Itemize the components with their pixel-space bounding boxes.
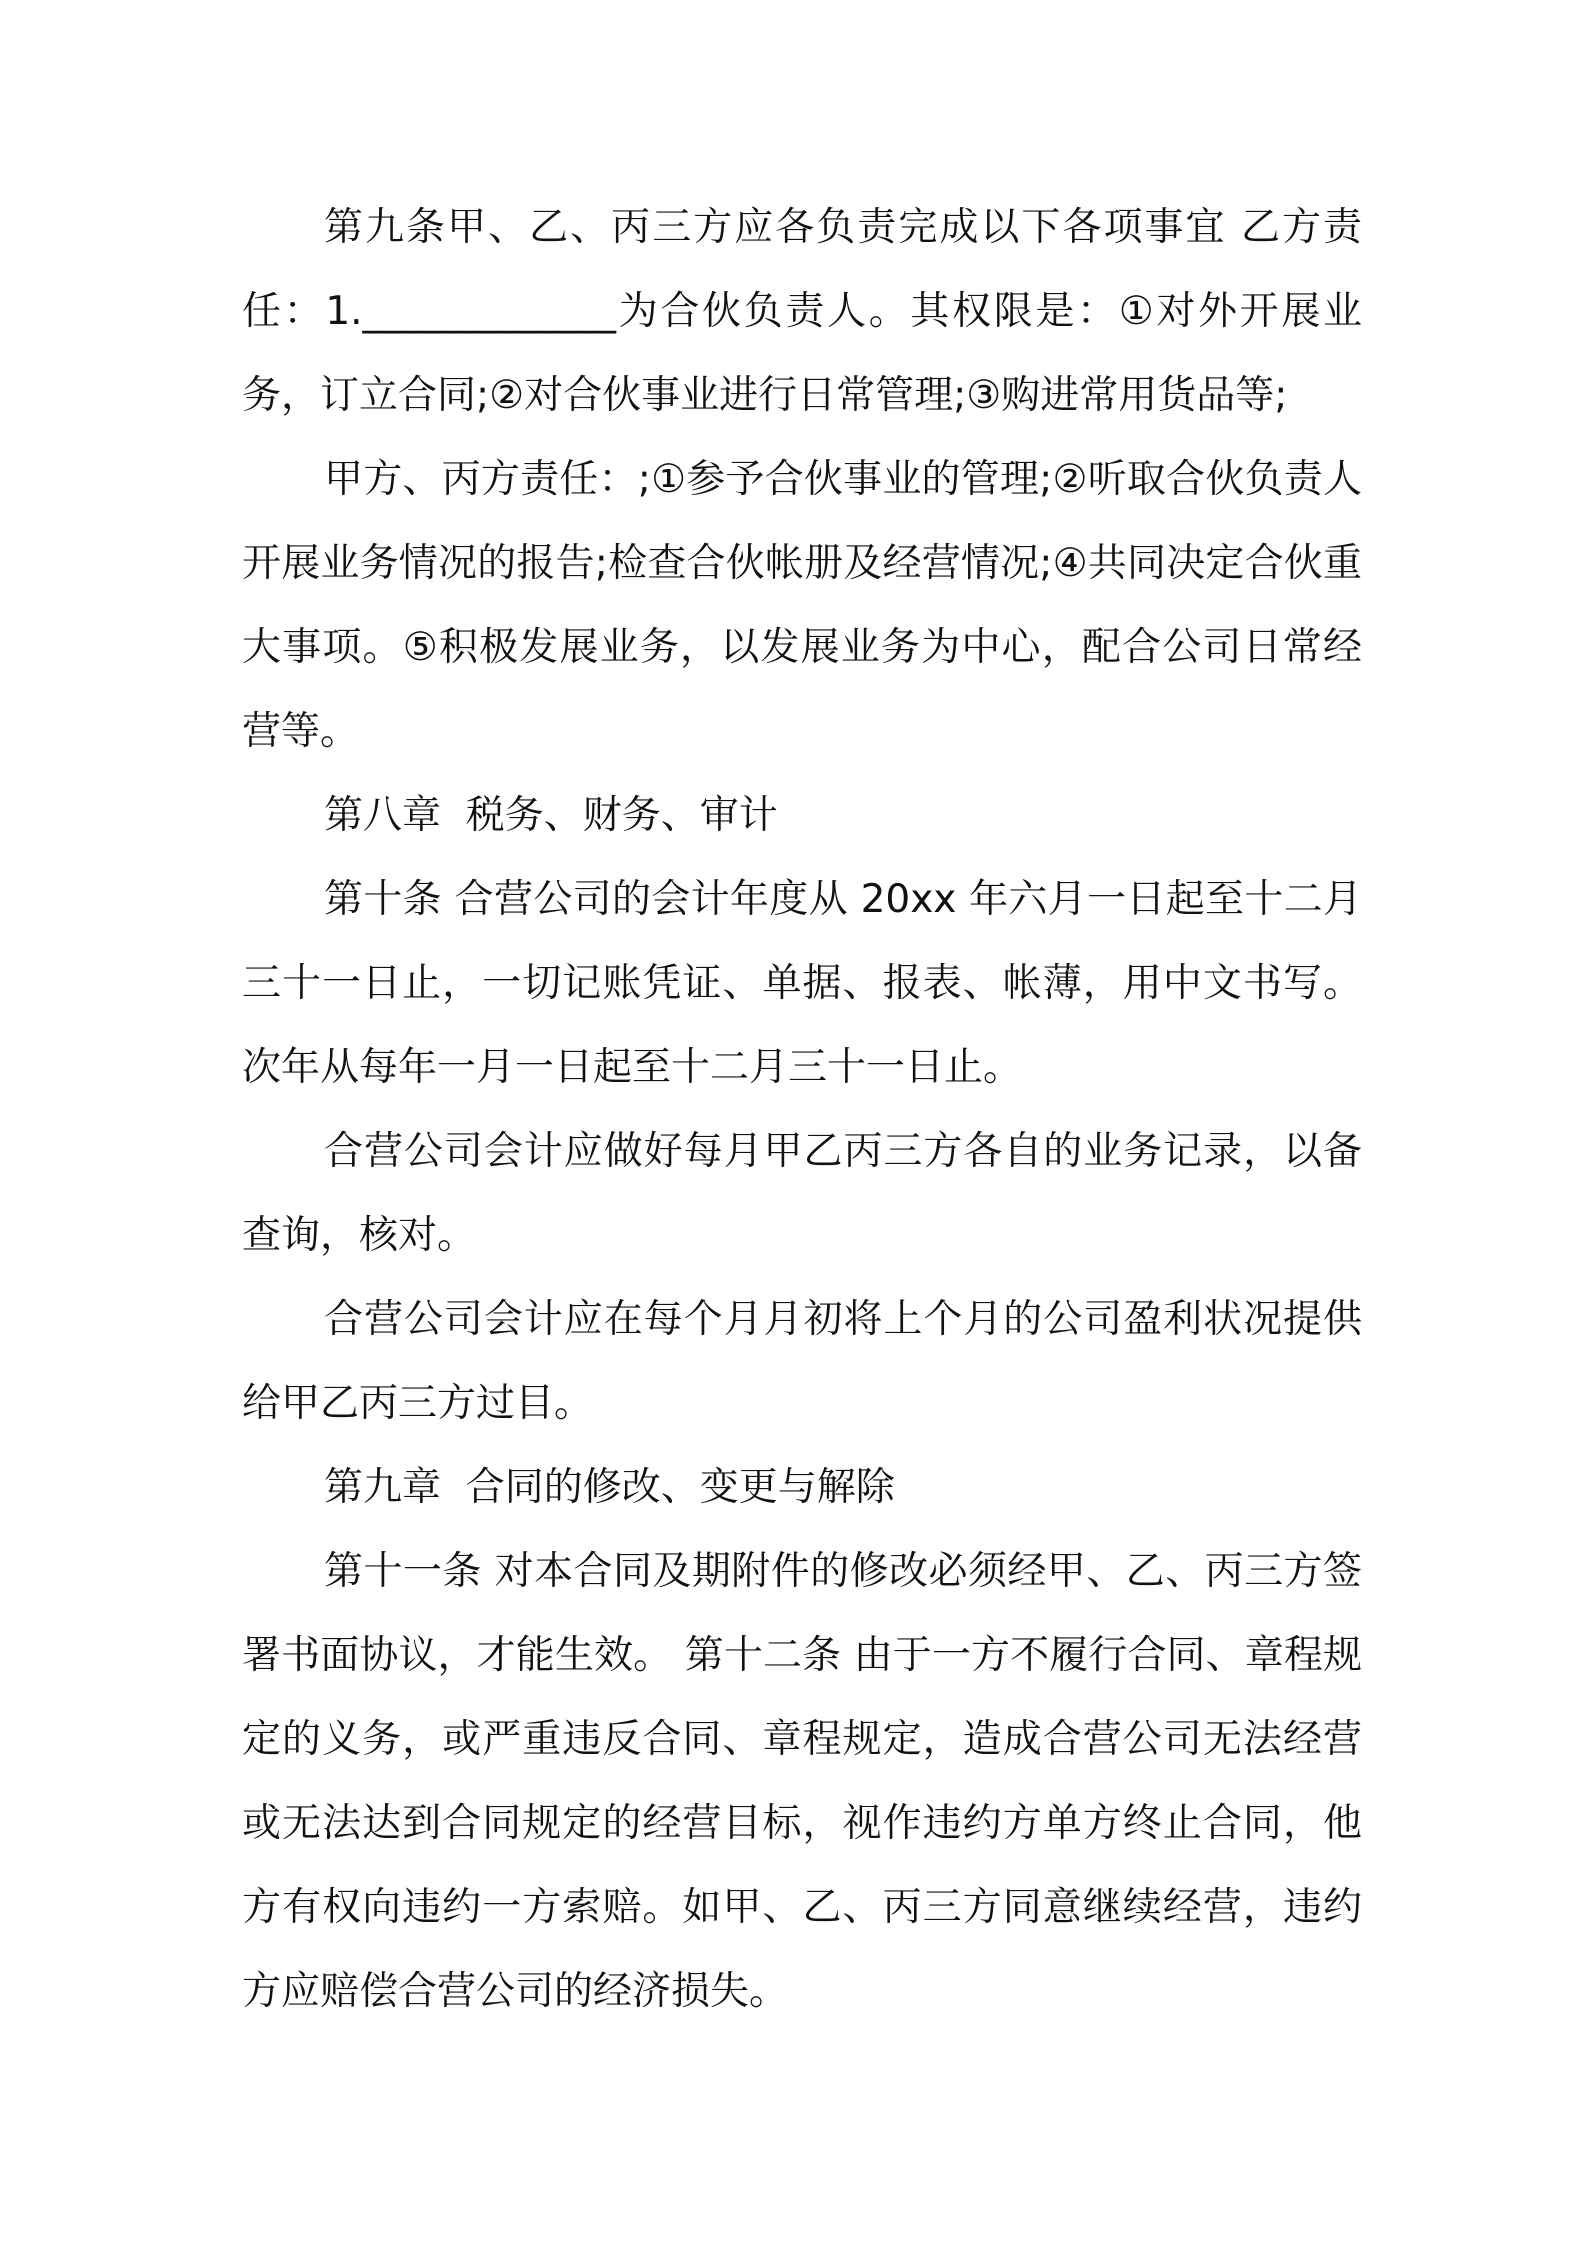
chapter-9-heading: 第九章 合同的修改、变更与解除 — [324, 1465, 895, 1510]
article-9-paragraph: 第九条甲、乙、丙三方应各负责完成以下各项事宜 乙方责任：1._____________为合伙负责人。其权限是：①对外开展业务，订立合同;②对合伙事业进行日常管理;③购进常用货品等; — [242, 205, 1362, 418]
article-10-paragraph: 第十条 合营公司的会计年度从 20xx 年六月一日起至十二月三十一日止，一切记账凭证、单据、报表、帐薄，用中文书写。次年从每年一月一日起至十二月三十一日止。 — [242, 877, 1362, 1090]
party-a-c-responsibility-paragraph: 甲方、丙方责任：;①参予合伙事业的管理;②听取合伙负责人开展业务情况的报告;检查合伙帐册及经营情况;④共同决定合伙重大事项。⑤积极发展业务，以发展业务为中心，配合公司日常经营等。 — [242, 457, 1362, 754]
chapter-8-heading: 第八章 税务、财务、审计 — [324, 793, 778, 838]
accounting-records-paragraph: 合营公司会计应做好每月甲乙丙三方各自的业务记录，以备查询，核对。 — [242, 1129, 1362, 1258]
document-page — [242, 186, 1362, 2034]
monthly-report-paragraph: 合营公司会计应在每个月月初将上个月的公司盈利状况提供给甲乙丙三方过目。 — [242, 1297, 1362, 1426]
article-11-12-paragraph: 第十一条 对本合同及期附件的修改必须经甲、乙、丙三方签署书面协议，才能生效。 第十二条 由于一方不履行合同、章程规定的义务，或严重违反合同、章程规定，造成合营公司无法经营或无法达到合同规定的经营目标，视作违约方单方终止合同，他方有权向违约一方索赔。如甲、乙、丙三方同意继续经营，违约方应赔偿合营公司的经济损失。 — [242, 1549, 1362, 2014]
